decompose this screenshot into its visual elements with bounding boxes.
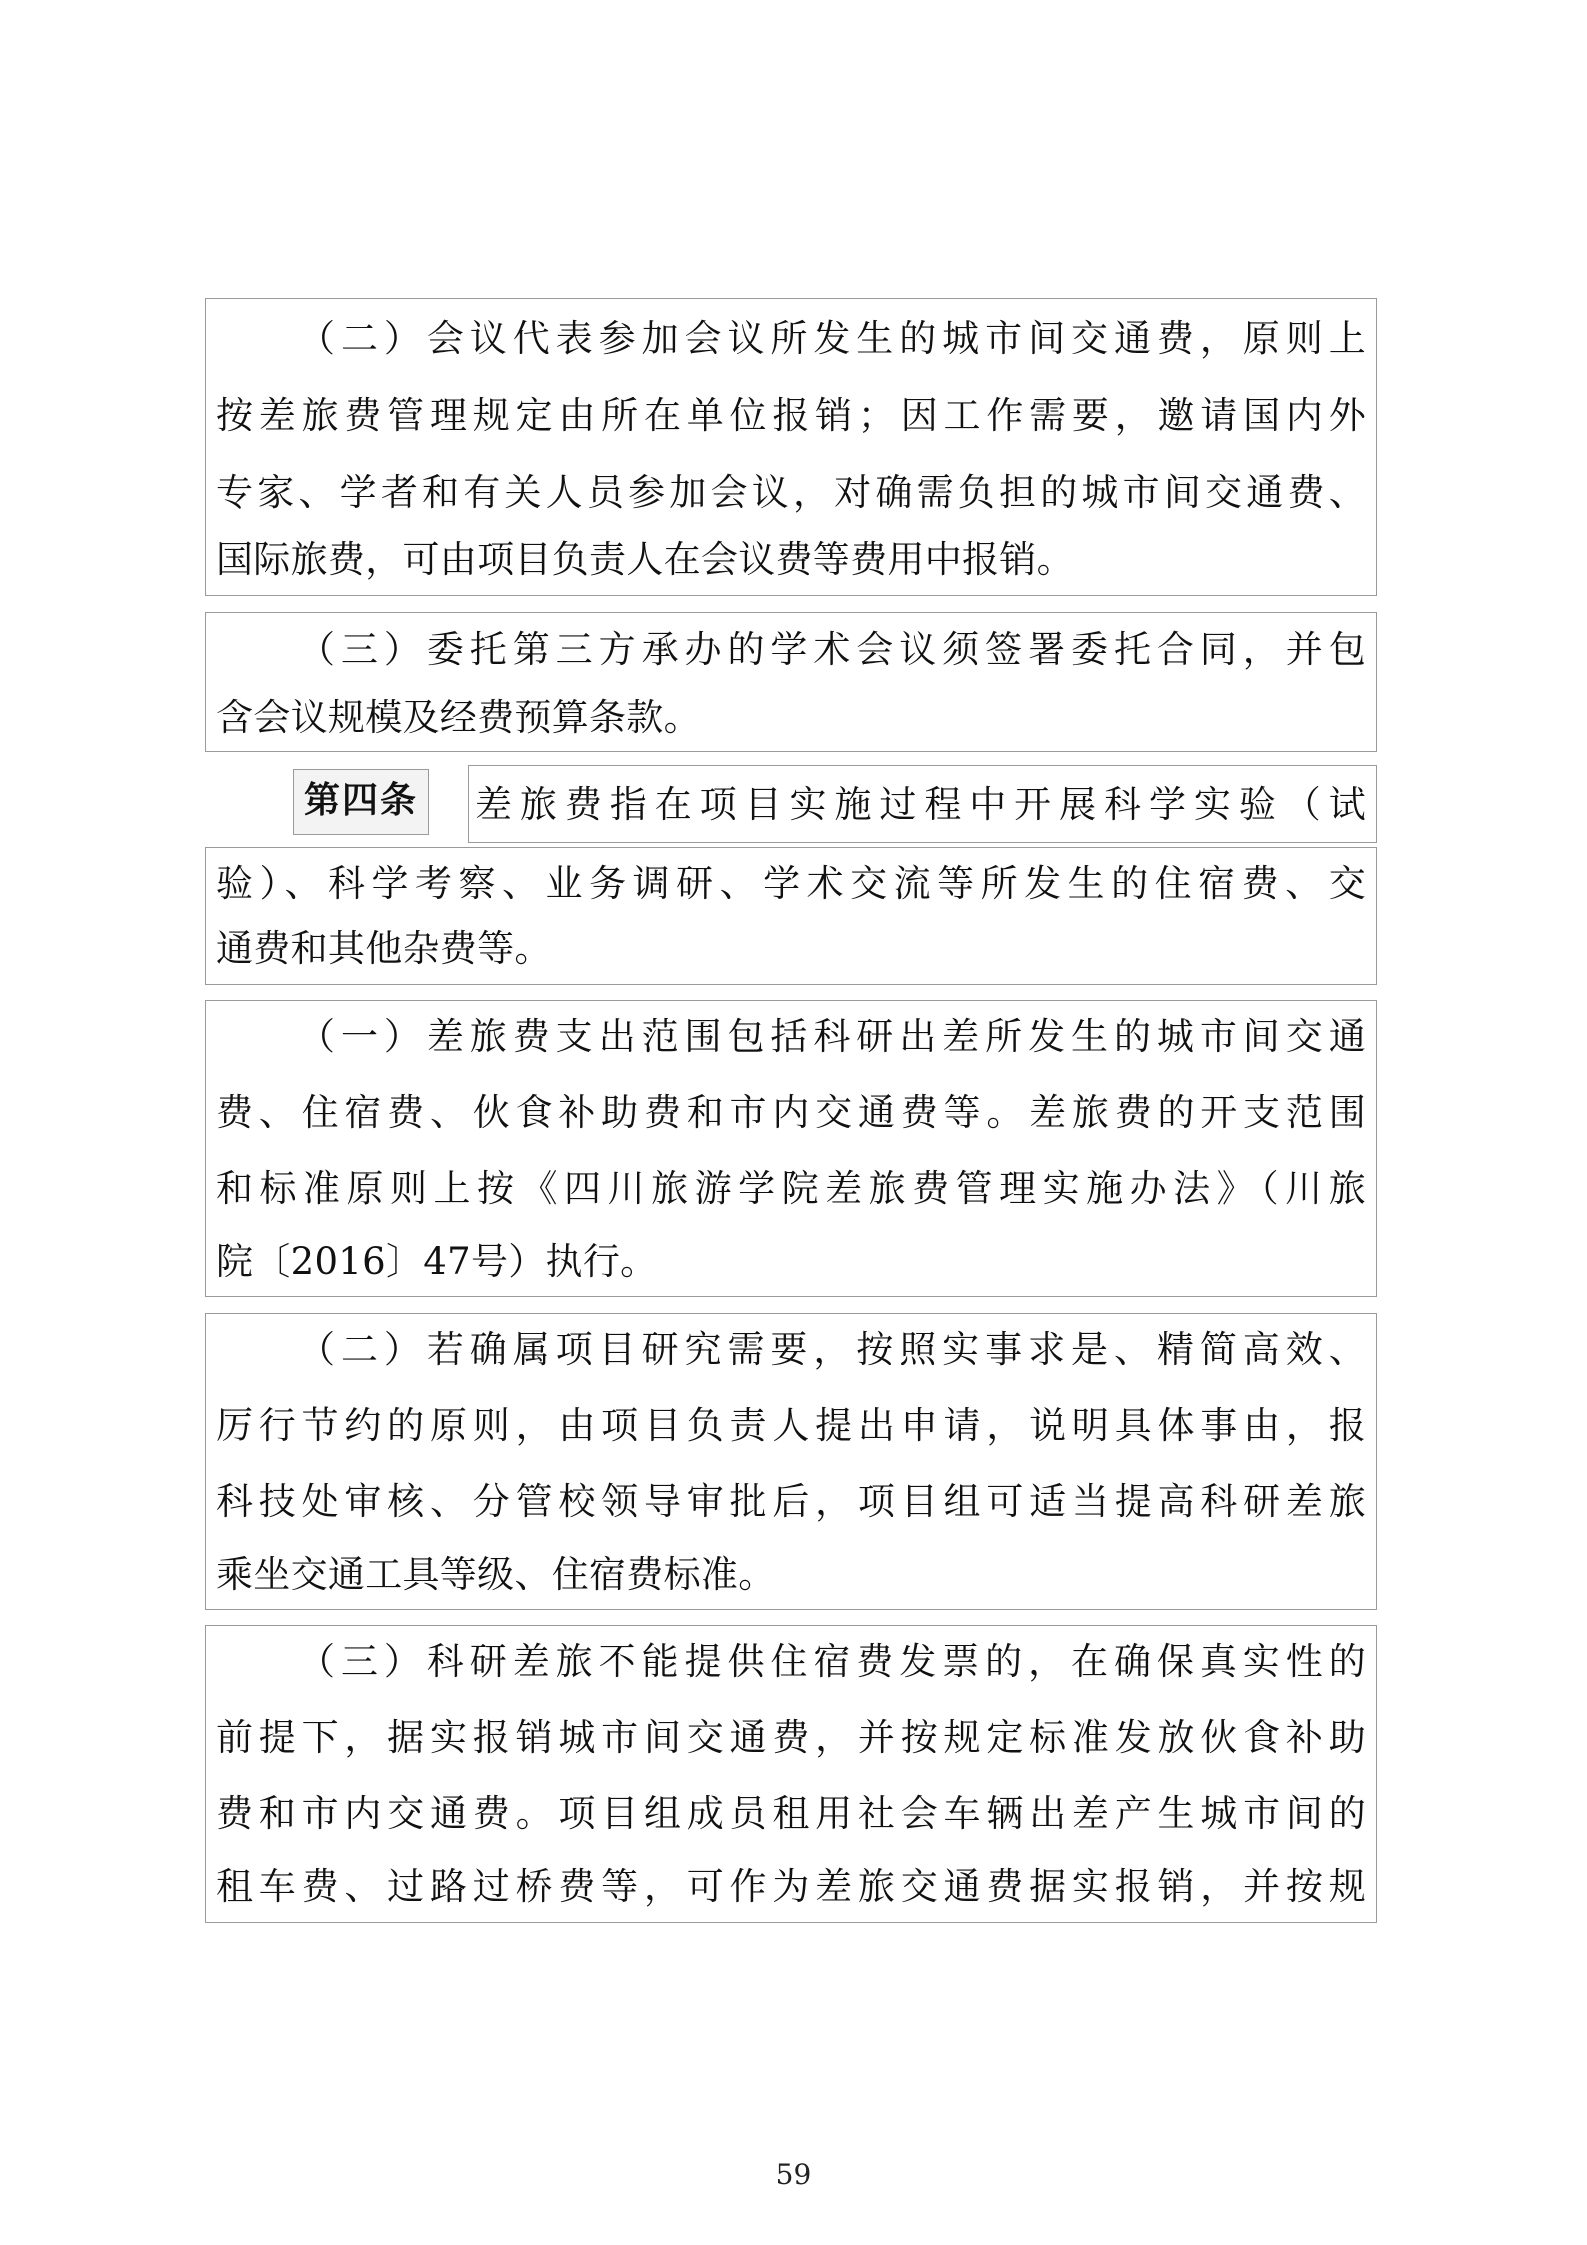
article-first-line-box [468, 765, 1377, 843]
article-heading-row [205, 765, 1377, 843]
page-number: 59 [775, 2158, 812, 2191]
text-line: 按差旅费管理规定由所在单位报销；因工作需要，邀请国内外 [216, 394, 1366, 437]
text-line: 费和市内交通费。项目组成员租用社会车辆出差产生城市间的 [216, 1792, 1366, 1835]
text-line: 费、住宿费、伙食补助费和市内交通费等。差旅费的开支范围 [216, 1091, 1366, 1134]
paragraph-third-party-meeting [205, 612, 1377, 752]
text-line: （二）会议代表参加会议所发生的城市间交通费，原则上 [298, 317, 1366, 360]
text-line: 科技处审核、分管校领导审批后，项目组可适当提高科研差旅 [216, 1480, 1366, 1523]
paragraph-no-invoice [205, 1625, 1377, 1923]
text-line: 和标准原则上按《四川旅游学院差旅费管理实施办法》（川旅 [216, 1167, 1366, 1210]
text-line: 厉行节约的原则，由项目负责人提出申请，说明具体事由，报 [216, 1404, 1366, 1447]
text-line: 专家、学者和有关人员参加会议，对确需负担的城市间交通费、 [216, 471, 1366, 514]
text-line: 验）、科学考察、业务调研、学术交流等所发生的住宿费、交 [216, 862, 1366, 905]
text-line: 差旅费指在项目实施过程中开展科学实验（试 [475, 783, 1366, 826]
text-line: 前提下，据实报销城市间交通费，并按规定标准发放伙食补助 [216, 1716, 1366, 1759]
article-label: 第四条 [293, 769, 429, 835]
text-line: （三）科研差旅不能提供住宿费发票的，在确保真实性的 [298, 1640, 1366, 1683]
paragraph-travel-scope [205, 1000, 1377, 1297]
text-line: （二）若确属项目研究需要，按照实事求是、精简高效、 [298, 1328, 1366, 1371]
text-line: （三）委托第三方承办的学术会议须签署委托合同，并包 [298, 628, 1366, 671]
text-line: （一）差旅费支出范围包括科研出差所发生的城市间交通 [298, 1015, 1366, 1058]
text-line: 国际旅费，可由项目负责人在会议费等费用中报销。 [216, 538, 1074, 581]
paragraph-travel-definition [205, 847, 1377, 985]
text-line: 租车费、过路过桥费等，可作为差旅交通费据实报销，并按规 [216, 1865, 1366, 1908]
paragraph-meeting-transport [205, 298, 1377, 596]
text-line: 含会议规模及经费预算条款。 [216, 696, 701, 739]
text-line: 院〔2016〕47号）执行。 [216, 1240, 658, 1283]
text-line: 通费和其他杂费等。 [216, 927, 552, 970]
text-line: 乘坐交通工具等级、住宿费标准。 [216, 1553, 776, 1596]
paragraph-raise-standard [205, 1313, 1377, 1610]
